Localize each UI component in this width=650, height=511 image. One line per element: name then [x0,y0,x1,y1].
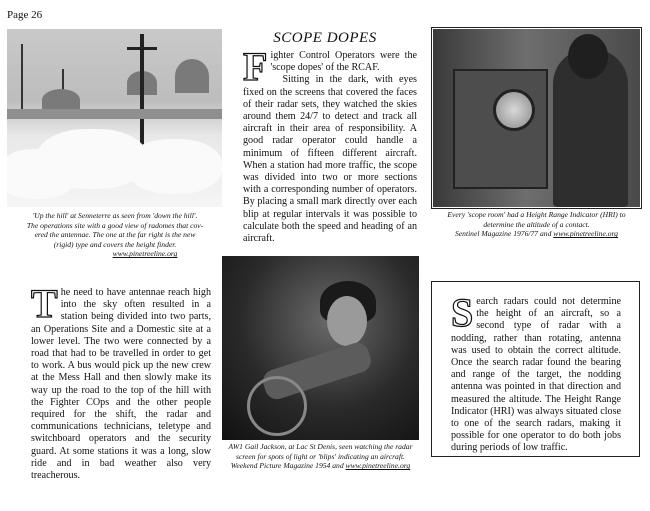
caption-line: Sentinel Magazine 1976/77 and [455,229,554,239]
paragraph: ighter Control Operators were the 'scope dopes' of the RCAF. [270,50,417,74]
caption-line: The operations site with a good view of radomes that cov- [26,220,204,230]
drop-cap: S [451,290,474,335]
paragraph: Sitting in the dark, with eyes fixed on the screens that covered the faces of their radar sets, they watched the skies around them 24/7 to detect and track all aircraft in their area of responsibility. A good radar operator could handle a minimum of fifteen different aircraft. When a station had more traffic, the scope was divided into two or more sections with a corresponding number of operators. By placing a small mark directly over each blip at regular intervals it was possible to calculate both the speed and heading of an aircraft. [243,74,417,245]
photo3-caption [222,442,419,471]
antennae-text [31,281,211,482]
drop-cap: F [243,44,268,89]
pinetreeline-link[interactable]: www.pinetreeline.org [345,461,411,471]
drop-cap: T [31,281,58,326]
paragraph: he need to have antennae reach high into the sky often resulted in a station being divided into two parts, an Operations Site and a Domestic site at a lower level. The two were connected by a road that had to be travelled in order to get to work. A bus would pick up the new crew at the Mess Hall and then slowly make its way up the road to the top of the hill with the Fighter COps and the other people required for the shift, the radar and communications technicians, teletype and switchboard operators and the security guard. At some stations it was a long, slow ride and in bad weather also very treacherous. [31,287,211,482]
caption-line: Weekend Picture Magazine 1954 and [230,461,346,471]
photo2-caption [433,210,640,239]
pinetreeline-link[interactable]: www.pinetreeline.org [112,249,178,259]
senneterre-hill-photo [7,29,222,207]
caption-line: ered the antennae. The one at the far right is the new [34,230,196,240]
caption-line: (rigid) type and covers the height finder. [53,239,177,249]
gail-jackson-photo [222,256,419,440]
scope-dopes-text [243,44,417,245]
page-number: Page 26 [7,9,43,21]
photo1-caption [10,211,220,259]
paragraph: earch radars could not determine the height of an aircraft, so a second type of radar with a nodding, rather than rotating, antenna was used to obtain the correct altitude. Once the search radar found the bearing and range of the target, the nodding antenna was pointed in that direction and measured the altitude. The Height Range Indicator (HRI) was always situated close to one of the search radars, making it possible for one operator to do both jobs during periods of low traffic. [451,296,621,454]
caption-line: screen for spots of light or 'blips' indicating an aircraft. [236,451,405,461]
caption-line: 'Up the hill' at Senneterre as seen from 'down the hill'. [32,211,198,220]
pinetreeline-link[interactable]: www.pinetreeline.org [553,229,618,239]
search-radars-text [451,290,621,455]
caption-line: determine the altitude of a contact. [483,219,590,229]
article-title: SCOPE DOPES [273,30,377,46]
scope-room-photo [433,29,640,207]
caption-line: Every 'scope room' had a Height Range Indicator (HRI) to [447,210,626,219]
caption-line: AW1 Gail Jackson, at Lac St Denis, seen watching the radar [228,442,413,451]
